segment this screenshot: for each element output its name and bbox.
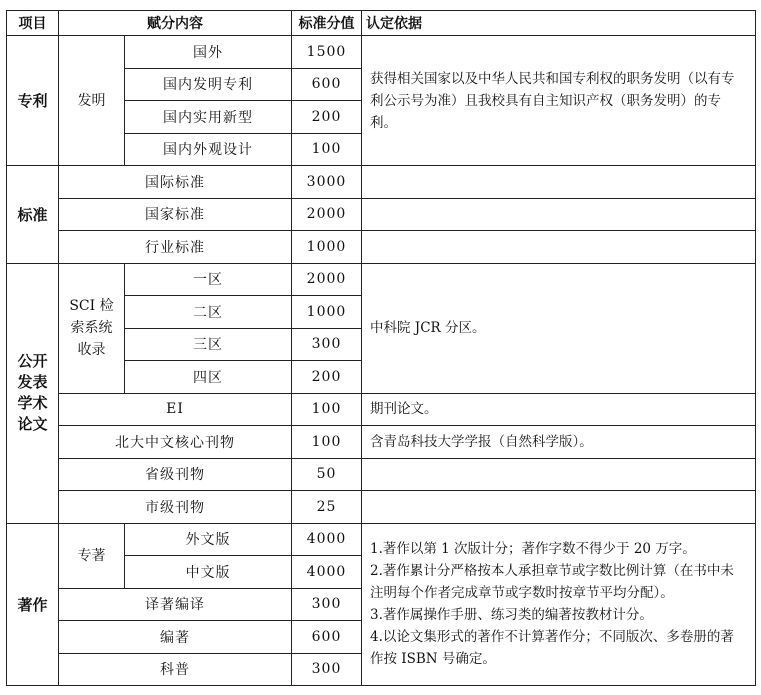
row-label: 外文版	[125, 523, 292, 556]
row-score: 200	[292, 361, 362, 394]
category-line: 公开	[17, 352, 48, 370]
category-standard: 标准	[7, 166, 59, 264]
category-book: 著作	[7, 523, 59, 686]
row-score: 200	[292, 101, 362, 134]
row-label: 国内实用新型	[125, 101, 292, 134]
row-label: 国家标准	[59, 198, 292, 231]
row-label: 编著	[59, 621, 292, 654]
row-label: 市级刊物	[59, 491, 292, 524]
category-patent: 专利	[7, 36, 59, 166]
row-label: 北大中文核心刊物	[59, 426, 292, 459]
row-score: 25	[292, 491, 362, 524]
patent-basis: 获得相关国家以及中华人民共和国专利权的职务发明（以有专利公示号为准）且我校具有自主知识产权（职务发明）的专利。	[362, 36, 756, 166]
row-label: 中文版	[125, 556, 292, 589]
category-line: 发表	[17, 373, 48, 391]
row-label: 二区	[125, 296, 292, 329]
row-label: 省级刊物	[59, 458, 292, 491]
row-score: 100	[292, 426, 362, 459]
row-basis: 含青岛科技大学学报（自然科学版）。	[362, 426, 756, 459]
table-row	[7, 491, 756, 524]
book-sub-monograph: 专著	[59, 523, 125, 588]
header-score: 标准分值	[292, 11, 362, 36]
table-row	[7, 458, 756, 491]
table-row	[7, 36, 756, 69]
row-basis	[362, 458, 756, 491]
table-row	[7, 426, 756, 459]
row-label: 三区	[125, 328, 292, 361]
row-basis: 期刊论文。	[362, 393, 756, 426]
sci-line: SCI 检	[69, 298, 114, 314]
row-label: 国内外观设计	[125, 133, 292, 166]
row-label: EI	[59, 393, 292, 426]
empty-basis	[362, 231, 756, 264]
row-label: 科普	[59, 653, 292, 686]
sci-basis: 中科院 JCR 分区。	[362, 263, 756, 393]
row-score: 4000	[292, 523, 362, 556]
row-score: 300	[292, 653, 362, 686]
table-row	[7, 198, 756, 231]
row-label: 国内发明专利	[125, 68, 292, 101]
row-label: 一区	[125, 263, 292, 296]
row-basis	[362, 491, 756, 524]
row-score: 100	[292, 133, 362, 166]
table-row	[7, 523, 756, 556]
note-line: 3.著作属操作手册、练习类的编著按教材计分。	[370, 607, 653, 624]
row-score: 50	[292, 458, 362, 491]
row-score: 600	[292, 621, 362, 654]
row-score: 2000	[292, 263, 362, 296]
row-score: 300	[292, 588, 362, 621]
row-label: 国外	[125, 36, 292, 69]
row-label: 国际标准	[59, 166, 292, 199]
row-score: 600	[292, 68, 362, 101]
row-score: 3000	[292, 166, 362, 199]
note-line: 4.以论文集形式的著作不计算著作分；不同版次、多卷册的著作按 ISBN 号确定。	[370, 629, 734, 668]
empty-basis	[362, 198, 756, 231]
header-row	[7, 11, 756, 36]
row-score: 1000	[292, 231, 362, 264]
sci-line: 收录	[77, 342, 106, 358]
row-label: 译著编译	[59, 588, 292, 621]
scoring-table	[6, 10, 756, 686]
table-row	[7, 393, 756, 426]
row-label: 行业标准	[59, 231, 292, 264]
row-score: 1500	[292, 36, 362, 69]
header-basis: 认定依据	[362, 11, 756, 36]
row-label: 四区	[125, 361, 292, 394]
header-item: 项目	[7, 11, 59, 36]
sci-line: 索系统	[70, 320, 113, 336]
table-row	[7, 263, 756, 296]
category-line: 学术	[17, 394, 48, 412]
row-score: 2000	[292, 198, 362, 231]
note-line: 2.著作累计分严格按本人承担章节或字数比例计算（在书中未注明每个作者完成章节或字数时按章节平均分配）。	[370, 563, 734, 602]
paper-sub-sci	[59, 263, 125, 393]
category-line: 论文	[17, 415, 48, 433]
table-row	[7, 231, 756, 264]
empty-basis	[362, 166, 756, 199]
table-row	[7, 166, 756, 199]
note-line: 1.著作以第 1 次版计分；著作字数不得少于 20 万字。	[370, 541, 696, 558]
category-paper	[7, 263, 59, 523]
row-score: 100	[292, 393, 362, 426]
patent-sub-invention: 发明	[59, 36, 125, 166]
row-score: 4000	[292, 556, 362, 589]
row-score: 1000	[292, 296, 362, 329]
book-notes	[362, 523, 756, 686]
row-score: 300	[292, 328, 362, 361]
header-content: 赋分内容	[59, 11, 292, 36]
